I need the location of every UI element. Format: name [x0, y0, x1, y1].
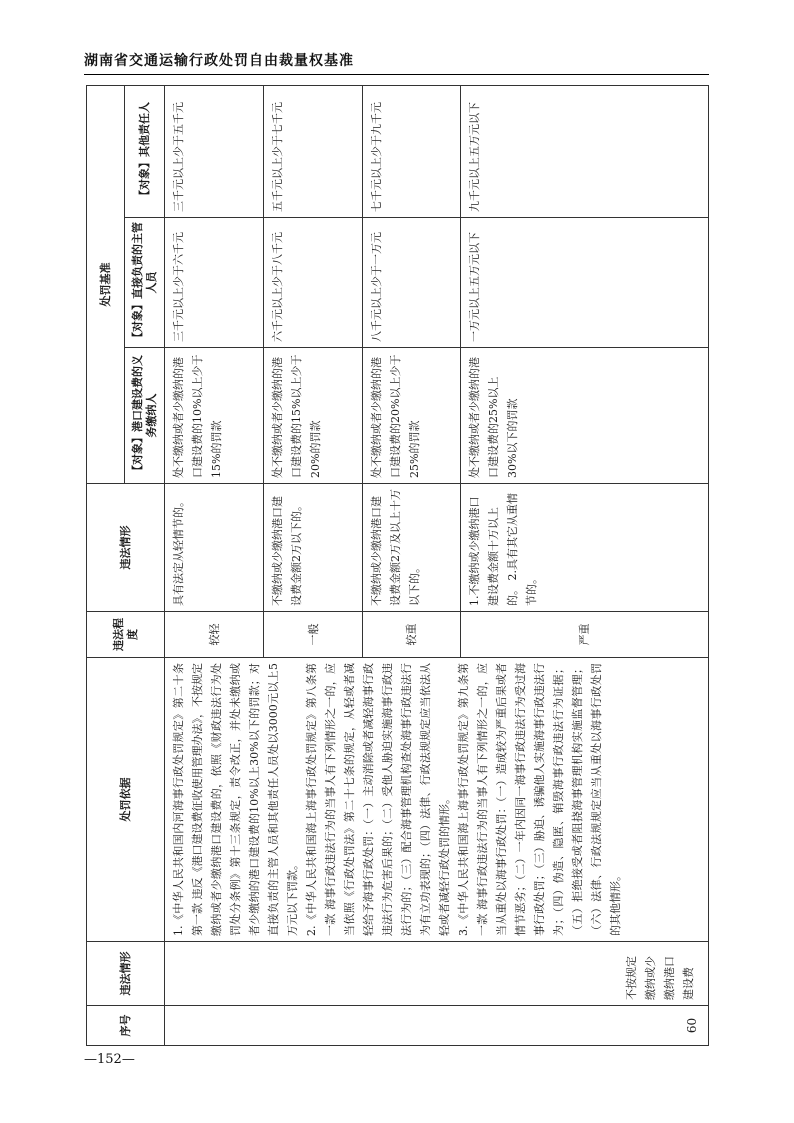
row-degree: 严重: [461, 612, 709, 658]
row-situation: 不缴纳或少缴纳港口建设费金额2万以下的。: [264, 484, 363, 612]
header-basis: 处罚依据: [87, 658, 165, 942]
header-degree: 违法程度: [87, 612, 165, 658]
row-other-penalty: 五千元以上少于七千元: [264, 85, 363, 217]
row-situation: 1.不缴纳或少缴纳港口建设费金额十万以上的。 2.具有其它从重情节的。: [461, 484, 709, 612]
penalty-standard-table: [86, 85, 709, 1046]
row-manager-penalty: 一万元以上五万元以下: [461, 218, 709, 348]
row-seq: 60: [165, 1006, 709, 1046]
basis-paragraph: 3.《中华人民共和国海上海事行政处罚规定》第九条第一款 海事行政违法行为的当事人有下列情形之一的，应当从重处以海事行政处罚：（一）造成较为严重后果或者情节恶劣；（二）一年内因同一海事行政违法行为受过海事行政处罚；（三）胁迫、诱骗他人实施海事行政违法行为；（四）伪造、隐匿、销毁海事行政违法行为证据；（五）拒绝接受或者阻挠海事管理机构实施监督管理；（六）法律、行政法规规定应当从重处以海事行政处罚的其他情形。: [457, 663, 622, 936]
row-payer-penalty: 处不缴纳或者少缴纳的港口建设费的15%以上少于20%的罚款: [264, 348, 363, 484]
header-manager: 【对象】直接负责的主管人员: [125, 218, 165, 348]
basis-paragraph: 2.《中华人民共和国海上海事行政处罚规定》第八条第一款 海事行政违法行为的当事人有下列情形之一的，应当依照《行政处罚法》第二十七条的规定，从轻或者减轻给予海事行政处罚：（一）主动消除或者减轻海事行政违法行为危害后果的；（二）受他人胁迫实施海事行政违法行为的；（三）配合海事管理机构查处海事行政违法行为有立功表现的；（四）法律、行政法规规定应当依法从轻或者减轻行政处罚的情形。: [305, 663, 451, 936]
row-situation: 不缴纳或少缴纳港口建设费金额2万及以上十万以下的。: [363, 484, 461, 612]
row-payer-penalty: 处不缴纳或者少缴纳的港口建设费的20%以上少于25%的罚款: [363, 348, 461, 484]
row-degree: 较重: [363, 612, 461, 658]
header-other: 【对象】其他责任人: [125, 85, 165, 217]
row-degree: 较轻: [165, 612, 264, 658]
table-header-row-1: [87, 85, 125, 1045]
header-seq: 序号: [87, 1006, 165, 1046]
basis-paragraph: 1.《中华人民共和国内河海事行政处罚规定》第二十条第一款 违反《港口建设费征收使用管理办法》，不按规定缴纳或者少缴纳港口建设费的，依照《财政违法行为处罚处分条例》第十三条规定，责令改正，并处未缴纳或者少缴纳的港口建设费的10%以上30%以下的罚款；对直接负责的主管人员和其他责任人员处以3000元以上5万元以下罚款。: [172, 663, 299, 936]
row-payer-penalty: 处不缴纳或者少缴纳的港口建设费的10%以上少于15%的罚款: [165, 348, 264, 484]
header-divider: [84, 74, 709, 75]
row-violation: 不按规定缴纳或少缴纳港口建设费: [165, 942, 709, 1006]
row-degree: 一般: [264, 612, 363, 658]
page-header-title: 湖南省交通运输行政处罚自由裁量权基准: [84, 53, 354, 69]
header-standard: 处罚基准: [87, 85, 125, 483]
row-situation: 具有法定从轻情节的。: [165, 484, 264, 612]
row-manager-penalty: 六千元以上少于八千元: [264, 218, 363, 348]
row-payer-penalty: 处不缴纳或者少缴纳的港口建设费的25%以上30%以下的罚款: [461, 348, 709, 484]
table-row: [165, 85, 264, 1045]
row-other-penalty: 七千元以上少于九千元: [363, 85, 461, 217]
row-other-penalty: 三千元以上少于五千元: [165, 85, 264, 217]
row-other-penalty: 九千元以上五万元以下: [461, 85, 709, 217]
row-basis: [165, 658, 709, 942]
header-situation: 违法情形: [87, 484, 165, 612]
header-payer: 【对象】港口建设费的义务缴纳人: [125, 348, 165, 484]
row-manager-penalty: 三千元以上少于六千元: [165, 218, 264, 348]
rotated-table-frame: [86, 86, 708, 1046]
page-number: —152—: [84, 1052, 135, 1067]
header-violation: 违法情形: [87, 942, 165, 1006]
row-manager-penalty: 八千元以上少于一万元: [363, 218, 461, 348]
